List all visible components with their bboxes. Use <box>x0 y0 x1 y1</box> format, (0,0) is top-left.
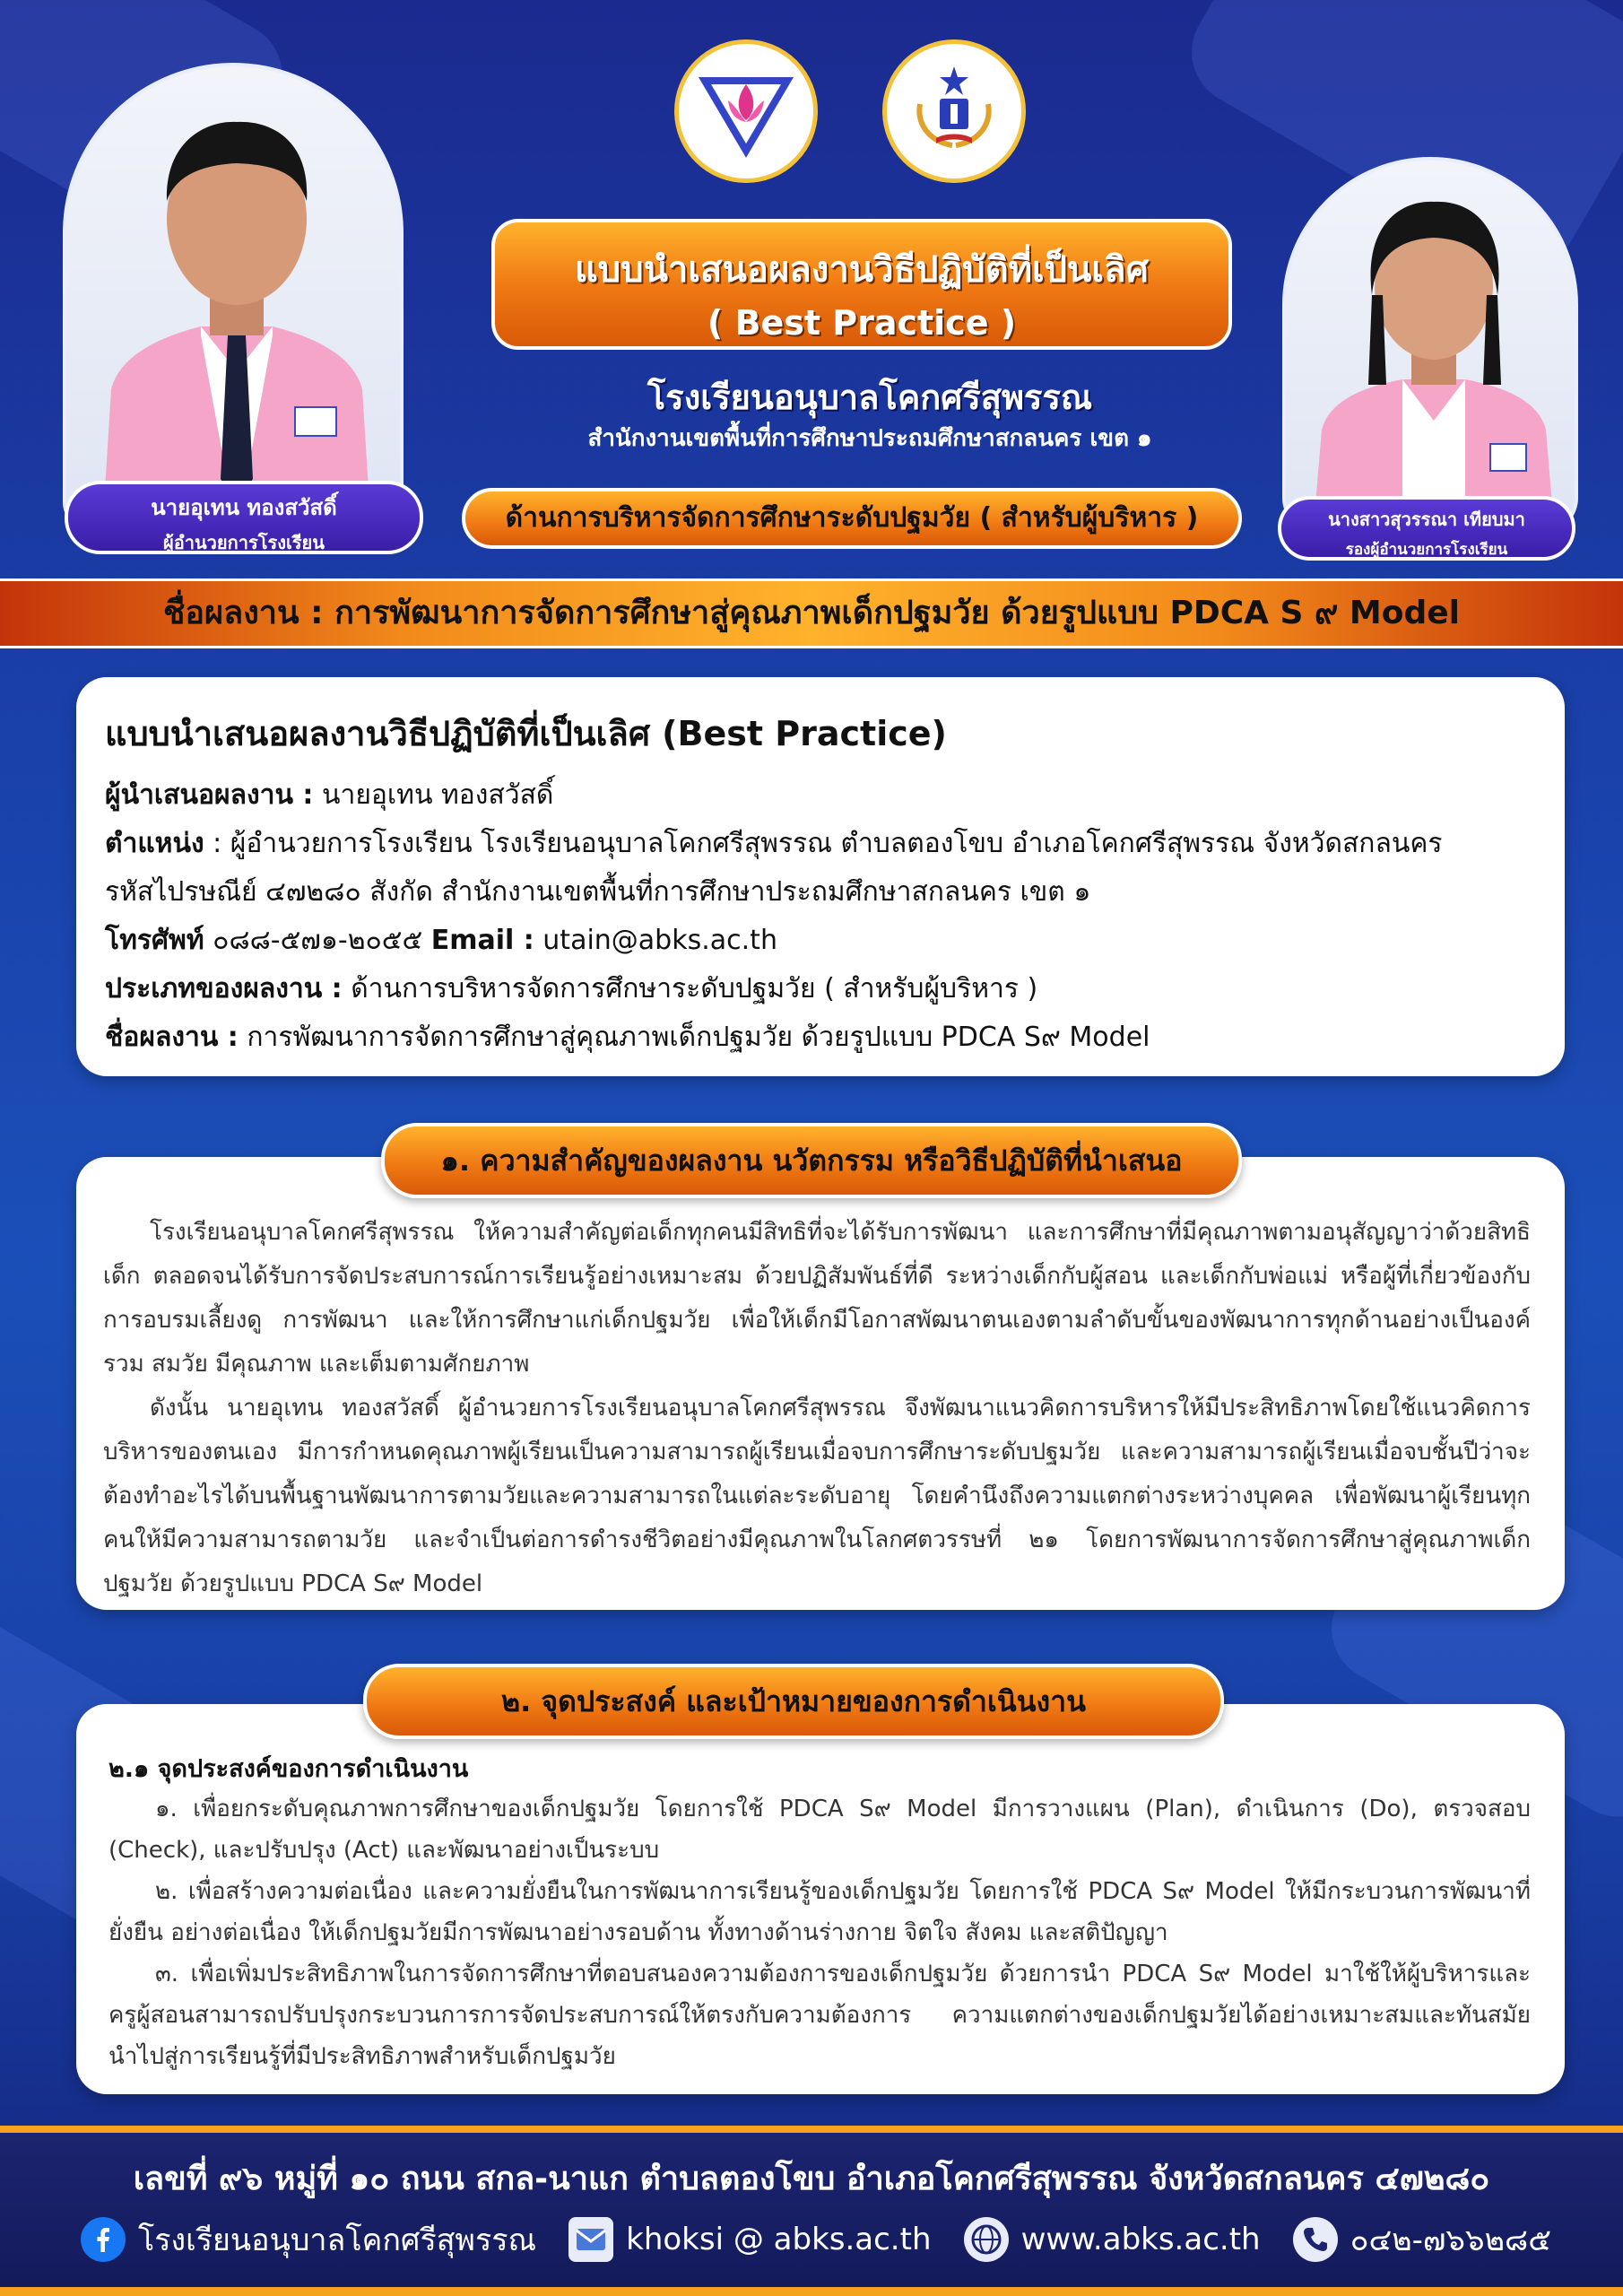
director-name-badge <box>65 481 423 554</box>
globe-icon <box>964 2217 1009 2262</box>
facebook-contact[interactable] <box>81 2215 536 2264</box>
website-contact[interactable] <box>964 2217 1261 2262</box>
website-label: www.abks.ac.th <box>1020 2222 1261 2257</box>
email-contact[interactable] <box>568 2217 931 2262</box>
work-label: ชื่อผลงาน : <box>105 1022 239 1053</box>
work-line <box>105 1013 1536 1062</box>
postal-line: รหัสไปรษณีย์ ๔๗๒๘๐ สังกัด สำนักงานเขตพื้นที่การศึกษาประถมศึกษาสกลนคร เขต ๑ <box>105 876 1091 908</box>
school-name: โรงเรียนอนุบาลโคกศรีสุพรรณ <box>647 378 1093 417</box>
email-value: utain@abks.ac.th <box>534 925 777 956</box>
email-label: Email : <box>430 925 534 956</box>
phone-icon <box>1293 2217 1338 2262</box>
contact-line <box>105 917 1536 965</box>
info-heading: แบบนำเสนอผลงานวิธีปฏิบัติที่เป็นเลิศ (Best Practice) <box>105 714 947 753</box>
facebook-label: โรงเรียนอนุบาลโคกศรีสุพรรณ <box>138 2222 537 2258</box>
phone-label: โทรศัพท์ <box>105 925 204 956</box>
facebook-icon <box>81 2217 126 2262</box>
footer-address: เลขที่ ๙๖ หมู่ที่ ๑๐ ถนน สกล-นาแก ตำบลตองโขบ อำเภอโคกศรีสุพรรณ จังหวัดสกลนคร ๔๗๒๘๐ <box>133 2161 1490 2197</box>
phone-value: ๐๘๘-๕๗๑-๒๐๕๕ <box>204 925 431 956</box>
section2-subheading: ๒.๑ จุดประสงค์ของการดำเนินงาน <box>108 1755 469 1783</box>
school-logo <box>674 39 818 183</box>
work-value: การพัฒนาการจัดการศึกษาสู่คุณภาพเด็กปฐมวัย ด้วยรูปแบบ PDCA S๙ Model <box>238 1022 1150 1053</box>
email-label: khoksi @ abks.ac.th <box>626 2222 932 2257</box>
work-title-bar: ชื่อผลงาน : การพัฒนาการจัดการศึกษาสู่คุณภาพเด็กปฐมวัย ด้วยรูปแบบ PDCA S ๙ Model <box>0 578 1623 648</box>
mail-icon <box>568 2217 613 2262</box>
district-logo <box>882 39 1026 183</box>
presenter-value: นายอุเทน ทองสวัสดิ์ <box>313 779 554 811</box>
presenter-label: ผู้นำเสนอผลงาน : <box>105 779 314 811</box>
objective-item: ๒. เพื่อสร้างความต่อเนื่อง และความยั่งยืนในการพัฒนาการเรียนรู้ของเด็กปฐมวัย โดยการใช้ PDCA S๙ Model ให้มีกระบวนการพัฒนาที่ยั่งยืน อย่างต่อเนื่อง ให้เด็กปฐมวัยมีการพัฒนาอย่างรอบด้าน ทั้งทางด้านร่างกาย จิตใจ สังคม และสติปัญญา <box>108 1878 1531 1946</box>
director-photo <box>63 63 404 529</box>
director-role: ผู้อำนวยการโรงเรียน <box>163 532 325 553</box>
objective-item: ๓. เพื่อเพิ่มประสิทธิภาพในการจัดการศึกษาที่ตอบสนองความต้องการของเด็กปฐมวัย ด้วยการนำ PDCA S๙ Model มาใช้ให้ผู้บริหารและครูผู้สอนสามารถปรับปรุงกระบวนการการจัดประสบการณ์ให้ตรงกับความต้องการ ความแตกต่างของเด็กปฐมวัยได้อย่างเหมาะสมและทันสมัย นำไปสู่การเรียนรู้ที่มีประสิทธิภาพสำหรับเด็กปฐมวัย <box>108 1961 1531 2070</box>
office-name: สำนักงานเขตพื้นที่การศึกษาประถมศึกษาสกลนคร เขต ๑ <box>587 425 1152 452</box>
section1-paragraph: ดังนั้น นายอุเทน ทองสวัสดิ์ ผู้อำนวยการโรงเรียนอนุบาลโคกศรีสุพรรณ จึงพัฒนาแนวคิดการบริหารให้มีประสิทธิภาพโดยใช้แนวคิดการบริหารของตนเอง มีการกำหนดคุณภาพผู้เรียนเป็นความสามารถผู้เรียนเมื่อจบการศึกษาระดับปฐมวัย และความสามารถผู้เรียนเมื่อจบชั้นปีว่าจะต้องทำอะไรได้บนพื้นฐานพัฒนาการตามวัยและความสามารถในแต่ละระดับอายุ โดยคำนึงถึงความแตกต่างระหว่างบุคคล เพื่อพัฒนาผู้เรียนทุกคนให้มีความสามารถตามวัย และจำเป็นต่อการดำรงชีวิตอย่างมีคุณภาพในโลกศตวรรษที่ ๒๑ โดยการพัฒนาการจัดการศึกษาสู่คุณภาพเด็กปฐมวัย ด้วยรูปแบบ PDCA S๙ Model <box>103 1395 1531 1597</box>
deputy-name: นางสาวสุวรรณา เทียบมา <box>1328 509 1525 530</box>
section1-card <box>76 1157 1565 1610</box>
section2-card <box>76 1704 1565 2094</box>
area-badge: ด้านการบริหารจัดการศึกษาระดับปฐมวัย ( สำหรับผู้บริหาร ) <box>462 488 1242 549</box>
deputy-role: รองผู้อำนวยการโรงเรียน <box>1345 541 1508 559</box>
section2-title: ๒. จุดประสงค์ และเป้าหมายของการดำเนินงาน <box>363 1664 1224 1739</box>
main-title-box <box>491 219 1232 350</box>
type-line <box>105 965 1536 1013</box>
footer <box>0 2126 1623 2296</box>
section1-paragraph: โรงเรียนอนุบาลโคกศรีสุพรรณ ให้ความสำคัญต่อเด็กทุกคนมีสิทธิที่จะได้รับการพัฒนา และการศึกษาที่มีคุณภาพตามอนุสัญญาว่าด้วยสิทธิเด็ก ตลอดจนได้รับการจัดประสบการณ์การเรียนรู้อย่างเหมาะสม ด้วยปฏิสัมพันธ์ที่ดี ระหว่างเด็กกับผู้สอน และเด็กกับพ่อแม่ หรือผู้ที่เกี่ยวข้องกับการอบรมเลี้ยงดู การพัฒนา และให้การศึกษาแก่เด็กปฐมวัย เพื่อให้เด็กมีโอกาสพัฒนาตนเองตามลำดับขั้นของพัฒนาการทุกด้านอย่างเป็นองค์รวม สมวัย มีคุณภาพ และเต็มตามศักยภาพ <box>103 1219 1531 1378</box>
presenter-line <box>105 771 1536 820</box>
main-subtitle: ( Best Practice ) <box>707 303 1017 343</box>
phone-label: ๐๔๒-๗๖๖๒๘๕ <box>1350 2222 1551 2258</box>
type-label: ประเภทของผลงาน : <box>105 973 343 1004</box>
deputy-photo <box>1282 157 1578 534</box>
director-name: นายอุเทน ทองสวัสดิ์ <box>151 495 337 520</box>
type-value: ด้านการบริหารจัดการศึกษาระดับปฐมวัย ( สำหรับผู้บริหาร ) <box>342 973 1038 1004</box>
phone-contact[interactable] <box>1293 2215 1551 2264</box>
section1-title: ๑. ความสำคัญของผลงาน นวัตกรรม หรือวิธีปฏิบัติที่นำเสนอ <box>381 1123 1242 1198</box>
position-value: : ผู้อำนวยการโรงเรียน โรงเรียนอนุบาลโคกศรีสุพรรณ ตำบลตองโขบ อำเภอโคกศรีสุพรรณ จังหวัดสกลนคร <box>204 828 1443 859</box>
footer-contacts <box>81 2215 1551 2264</box>
info-card <box>76 677 1565 1076</box>
objective-item: ๑. เพื่อยกระดับคุณภาพการศึกษาของเด็กปฐมวัย โดยการใช้ PDCA S๙ Model มีการวางแผน (Plan), ดำเนินการ (Do), ตรวจสอบ (Check), และปรับปรุง (Act) และพัฒนาอย่างเป็นระบบ <box>108 1796 1531 1864</box>
main-title: แบบนำเสนอผลงานวิธีปฏิบัติที่เป็นเลิศ <box>575 249 1149 291</box>
position-line <box>105 820 1536 868</box>
position-label: ตำแหน่ง <box>105 828 204 859</box>
deputy-name-badge <box>1278 496 1575 561</box>
